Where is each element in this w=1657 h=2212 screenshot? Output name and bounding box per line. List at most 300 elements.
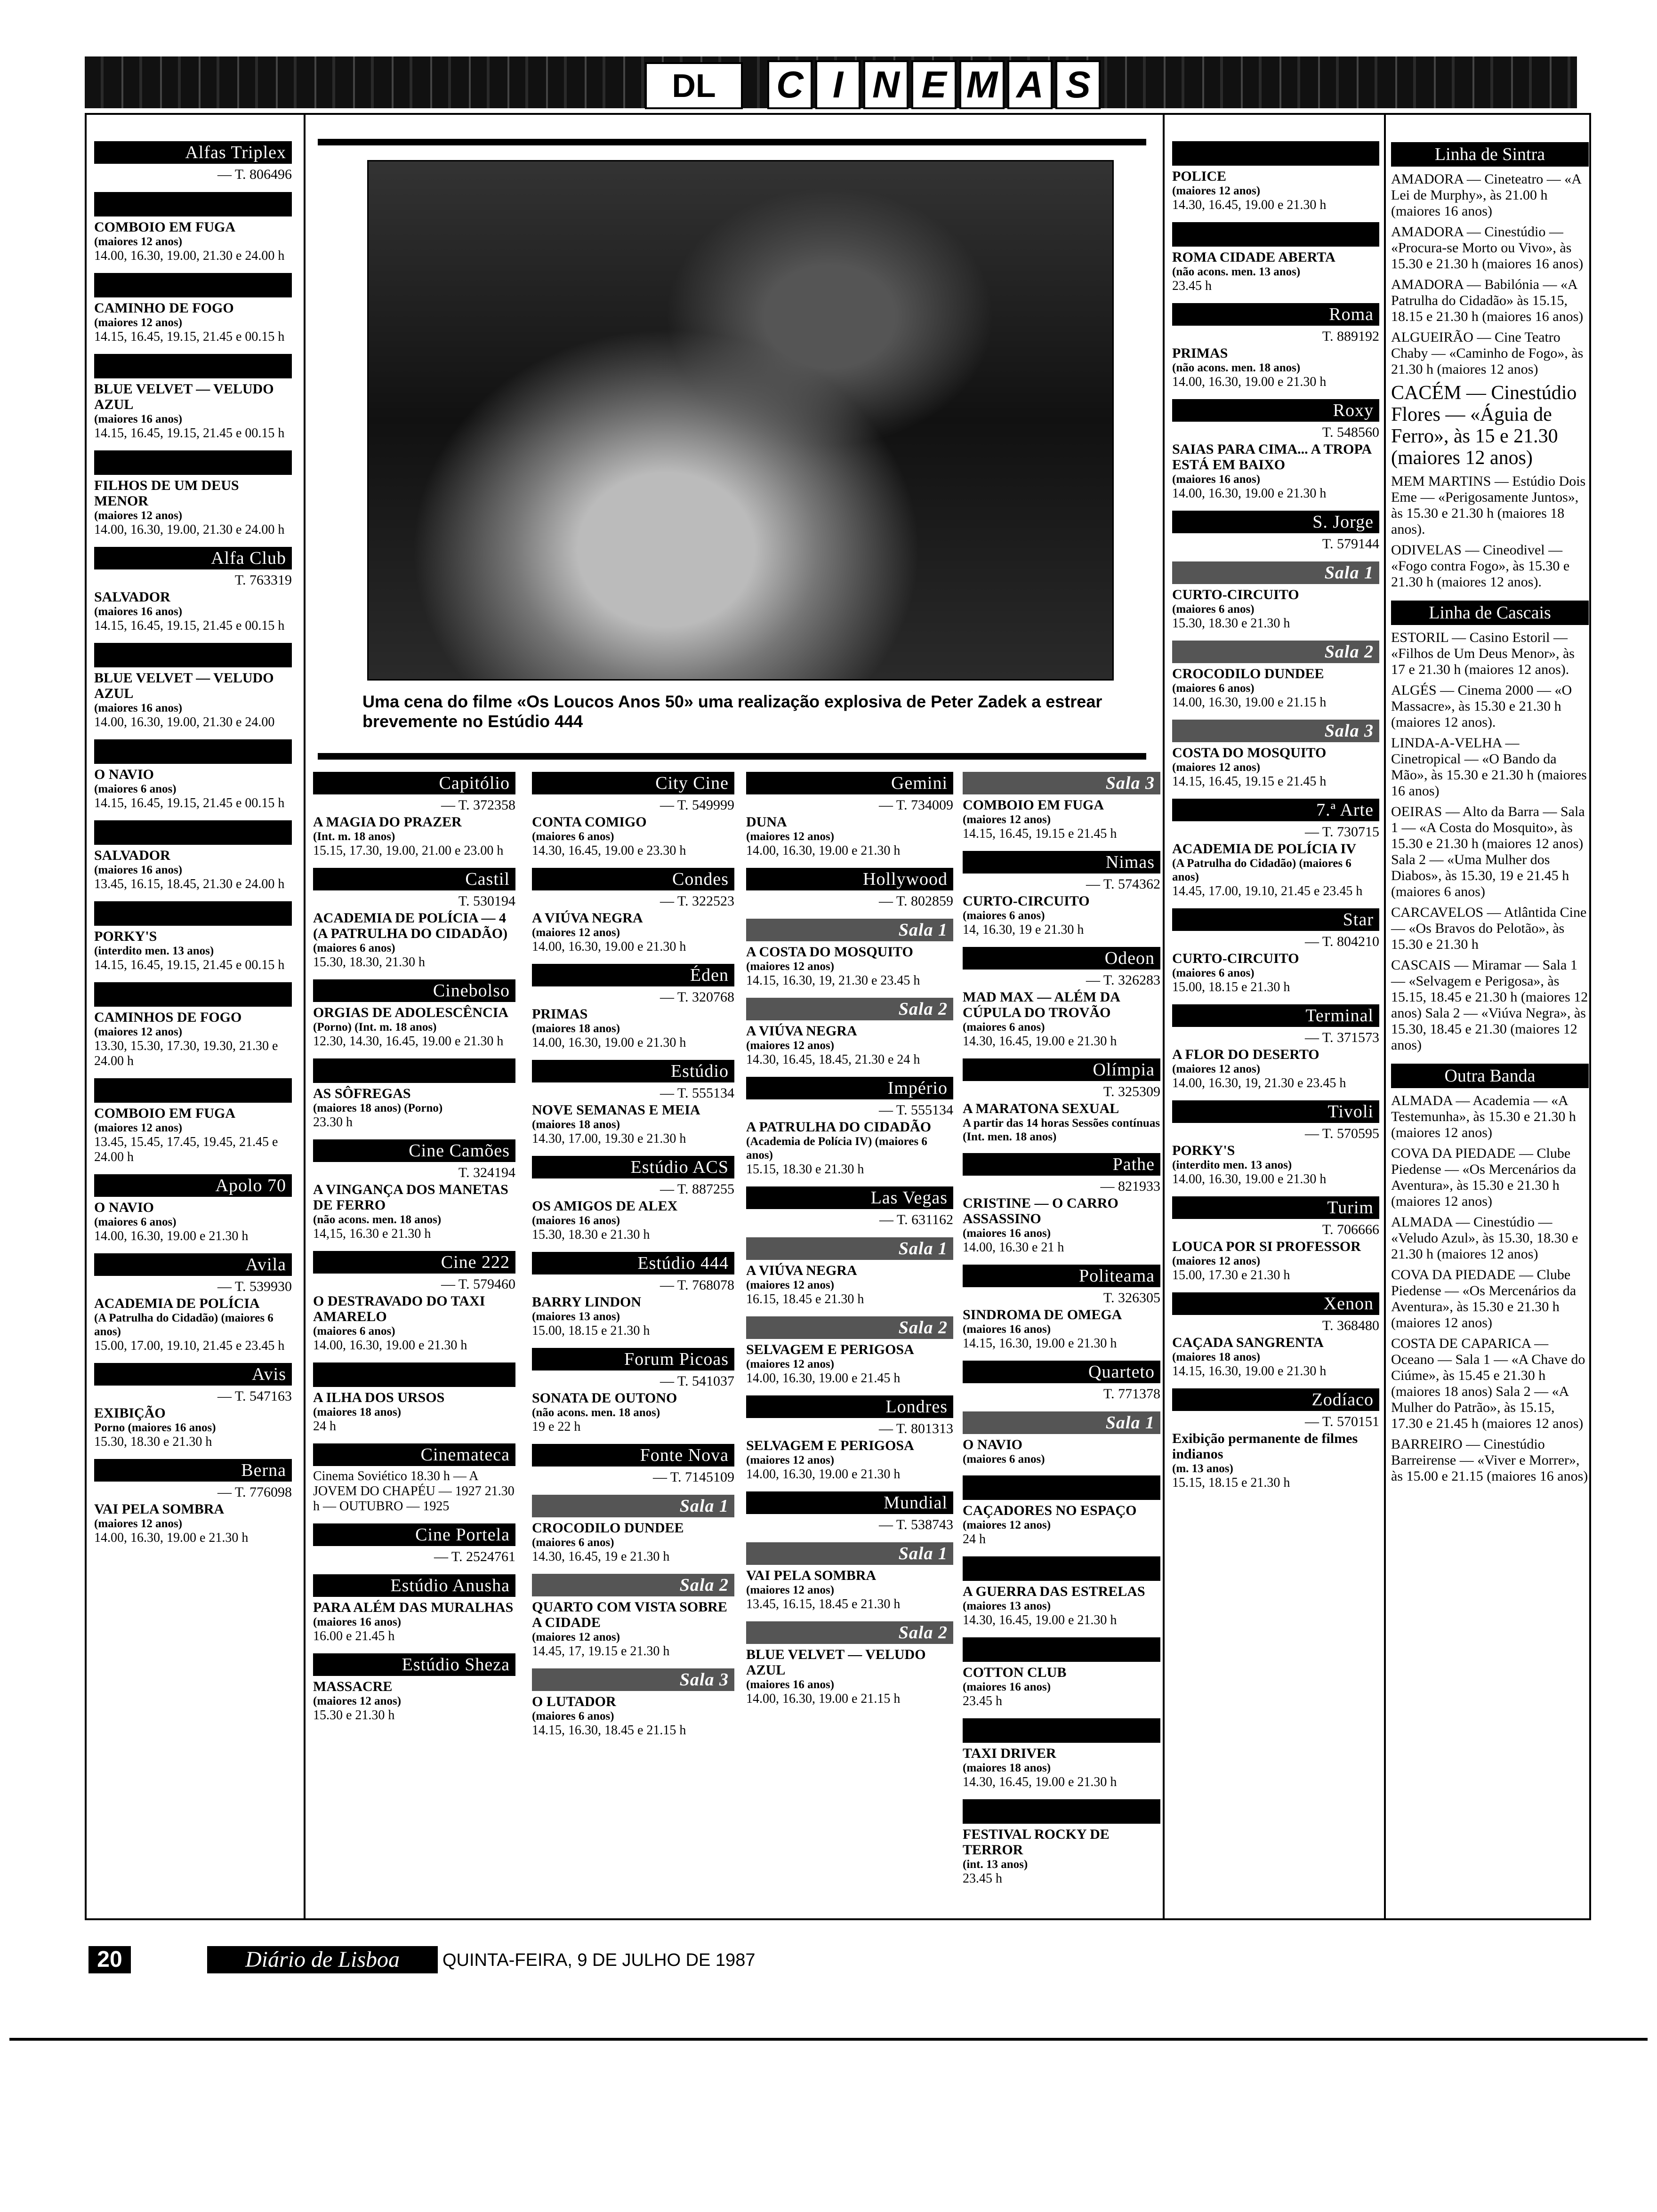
session-times: 15.15, 18.15 e 21.30 h [1172,1475,1290,1490]
film-title: COSTA DO MOSQUITO [1172,745,1327,761]
region-entry: ALGÉS — Cinema 2000 — «O Massacre», às 15.30 e 21.30 h (maiores 12 anos). [1391,682,1572,730]
film-title: PORKY'S [94,929,157,944]
cinema-header: Estúdio 444 [532,1252,734,1274]
age-rating: (maiores 16 anos) [963,1323,1051,1336]
cinema-header [94,901,292,926]
age-rating: (maiores 12 anos) [94,509,183,522]
film-title: CONTA COMIGO [532,814,647,830]
age-rating: (maiores 12 anos) [746,1039,835,1052]
session-times: 14.00, 16.30, 19.00, 21.30 e 24.00 h [94,522,285,537]
film-title: QUARTO COM VISTA SOBRE A CIDADE [532,1599,727,1630]
section-title [767,60,1101,107]
film-title: CROCODILO DUNDEE [532,1520,684,1536]
cinema-header [94,354,292,378]
film-title: CROCODILO DUNDEE [1172,666,1324,681]
region-entry: LINDA-A-VELHA — Cinetropical — «O Bando da Mão», às 15.30 e 21.30 h (maiores 16 anos) [1391,735,1587,799]
phone-number: — T. 804210 [1304,934,1379,949]
session-times: 14.00, 16.30, 19.00 e 21.30 h [1172,1172,1327,1186]
region-entry: AMADORA — Cinestúdio — «Procura-se Morto ou Vivo», às 15.30 e 21.30 h (maiores 16 anos) [1391,224,1584,272]
age-rating: (maiores 12 anos) [746,1454,835,1467]
session-times: 14.30, 17.00, 19.30 e 21.30 h [532,1131,686,1146]
cinema-header: Hollywood [746,868,953,890]
region-entry: OEIRAS — Alto da Barra — Sala 1 — «A Costa do Mosquito», às 15.30 e 21.30 h (maiores 12 anos) Sala 2 — «Uma Mulher dos Diabos», às 15.30, 19 e 21.45 h (maiores 6 anos) [1391,804,1585,899]
age-rating: (maiores 16 anos) [313,1616,402,1628]
session-times: 15.30, 18.30 e 21.30 h [1172,616,1290,631]
age-rating: (maiores 6 anos) [963,1021,1045,1034]
film-title: A VIÚVA NEGRA [532,910,643,926]
region-entry: ODIVELAS — Cineodivel — «Fogo contra Fogo», às 15.30 e 21.30 h (maiores 12 anos). [1391,542,1570,590]
cinema-header: Alfa Club [94,547,292,569]
cinema-header [1172,141,1379,166]
session-times: 15.30 e 21.30 h [313,1708,395,1723]
phone-number: — T. 549999 [660,797,734,813]
session-times: 15.15, 18.30 e 21.30 h [746,1162,864,1177]
session-times: 14.30, 16.45, 19 e 21.30 h [532,1549,670,1564]
session-times: 14.15, 16.45, 19.15, 21.45 e 00.15 h [94,796,285,810]
age-rating: (maiores 16 anos) [94,413,183,425]
phone-number: — T. 887255 [660,1181,734,1197]
phone-number: — T. 538743 [878,1517,953,1532]
listing-column-2 [313,762,515,1723]
film-title: CAÇADA SANGRENTA [1172,1335,1324,1350]
phone-number: — T. 806496 [217,167,292,182]
section-letter: C [767,60,812,109]
session-times: Cinema Soviético 18.30 h — A JOVEM DO CHAPÉU — 1927 21.30 h — OUTUBRO — 1925 [313,1469,515,1514]
age-rating: (maiores 12 anos) [1172,184,1261,197]
film-title: BARRY LINDON [532,1294,642,1310]
phone-number: — T. 322523 [660,893,734,909]
session-times: 15.00, 17.00, 19.10, 21.45 e 23.45 h [94,1338,285,1353]
phone-number: — T. 7145109 [652,1469,734,1485]
session-times: 14.30, 16.45, 19.00 e 21.30 h [963,1613,1117,1627]
phone-number: T. 763319 [234,572,292,588]
cinema-header [963,1637,1160,1662]
phone-number: — T. 547163 [217,1388,292,1404]
film-title: POLICE [1172,168,1227,184]
age-rating: Porno (maiores 16 anos) [94,1421,216,1434]
film-title: PRIMAS [1172,345,1228,361]
session-times: 14.45, 17.00, 19.10, 21.45 e 23.45 h [1172,884,1363,898]
age-rating: (não acons. men. 18 anos) [1172,361,1301,374]
film-title: DUNA [746,814,787,830]
phone-number: — T. 801313 [878,1421,953,1436]
session-times: 14.00, 16.30, 19.00 e 21.30 h [1172,375,1327,389]
age-rating: (maiores 12 anos) [532,1631,620,1643]
phone-number: — T. 2524761 [434,1549,515,1564]
session-times: 14.30, 16.45, 19.00 e 21.30 h [963,1775,1117,1789]
region-entry: ALGUEIRÃO — Cine Teatro Chaby — «Caminho de Fogo», às 21.30 h (maiores 12 anos) [1391,329,1584,377]
age-rating: (maiores 13 anos) [963,1600,1051,1612]
age-rating: (maiores 12 anos) [94,1517,183,1530]
age-rating: (não acons. men. 18 anos) [532,1406,660,1419]
cinema-header: Xenon [1172,1292,1379,1315]
cinema-header: City Cine [532,772,734,794]
phone-number: — T. 372358 [441,797,515,813]
region-entry: COVA DA PIEDADE — Clube Piedense — «Os Mercenários da Aventura», às 15.30 e 21.30 h (maiores 12 anos) [1391,1146,1577,1209]
phone-number: T. 325309 [1103,1084,1160,1099]
film-title: CURTO-CIRCUITO [1172,951,1299,966]
cinema-header: Berna [94,1459,292,1482]
newspaper-name: Diário de Lisboa [207,1946,438,1973]
age-rating: (não acons. men. 13 anos) [1172,265,1301,278]
age-rating: (maiores 16 anos) [94,702,183,714]
session-times: 14.15, 16.45, 19.15, 21.45 e 00.15 h [94,329,285,344]
film-title: COMBOIO EM FUGA [963,797,1104,813]
session-times: 12.30, 14.30, 16.45, 19.00 e 21.30 h [313,1034,504,1049]
film-title: O NAVIO [94,767,154,782]
session-times: 15.15, 17.30, 19.00, 21.00 e 23.00 h [313,843,504,858]
session-times: 13.45, 16.15, 18.45 e 21.30 h [746,1597,901,1611]
film-title: BLUE VELVET — VELUDO AZUL [746,1647,926,1678]
cinema-header: Mundial [746,1491,953,1514]
cinema-header: Sala 2 [746,1316,953,1339]
session-times: 14.45, 17, 19.15 e 21.30 h [532,1644,670,1659]
mid-rule [318,753,1146,760]
film-title: Exibição permanente de filmes indianos [1172,1431,1358,1462]
cinema-header: Las Vegas [746,1186,953,1209]
film-title: SELVAGEM E PERIGOSA [746,1342,914,1357]
cinema-header: Sala 3 [1172,720,1379,742]
region-entry: AMADORA — Cineteatro — «A Lei de Murphy», às 21.00 h (maiores 16 anos) [1391,171,1581,219]
region-entry: ALMADA — Cinestúdio — «Veludo Azul», às 15.30, 18.30 e 21.30 h (maiores 12 anos) [1391,1214,1578,1262]
cinema-header: Sala 1 [746,1542,953,1565]
phone-number: — T. 555134 [660,1085,734,1101]
age-rating: (maiores 18 anos) [313,1406,402,1419]
session-times: 23.30 h [313,1115,353,1130]
session-times: 14.15, 16.45, 19.15, 21.45 e 00.15 h [94,958,285,972]
film-title: A FLOR DO DESERTO [1172,1047,1319,1062]
film-title: ACADEMIA DE POLÍCIA [94,1296,260,1311]
session-times: 14.30, 16.45, 19.00 e 21.30 h [963,1034,1117,1049]
session-times: 14.00, 16.30, 19, 21.30 e 23.45 h [1172,1076,1346,1090]
session-times: 19 e 22 h [532,1419,581,1434]
cinema-header: Politeama [963,1265,1160,1287]
region-entry: CARCAVELOS — Atlântida Cine — «Os Bravos do Pelotão», às 15.30 e 21.30 h [1391,905,1587,952]
session-times: 14.00, 16.30, 19.00, 21.30 e 24.00 h [94,248,285,263]
phone-number: — T. 631162 [879,1212,953,1227]
age-rating: (maiores 6 anos) [1172,682,1255,695]
cinema-header: Estúdio Anusha [313,1574,515,1597]
section-letter: S [1055,60,1101,109]
film-title: EXIBIÇÃO [94,1405,166,1421]
phone-number: T. 706666 [1322,1222,1379,1237]
age-rating: (maiores 16 anos) [963,1681,1051,1693]
session-times: 14.30, 16.45, 19.00 e 23.30 h [532,843,686,858]
film-title: ROMA CIDADE ABERTA [1172,249,1335,265]
cinema-header [94,643,292,667]
cinema-header: Apolo 70 [94,1174,292,1197]
cinema-header: Odeon [963,947,1160,970]
age-rating: A partir das 14 horas Sessões contínuas (Int. men. 18 anos) [963,1117,1160,1143]
film-title: CAÇADORES NO ESPAÇO [963,1503,1137,1518]
session-times: 14.15, 16.45, 19.15 e 21.45 h [1172,774,1327,789]
cinema-header: Avis [94,1363,292,1386]
film-title: A GUERRA DAS ESTRELAS [963,1584,1145,1599]
age-rating: (A Patrulha do Cidadão) (maiores 6 anos) [1172,857,1351,883]
listing-column-4 [746,762,953,1707]
cinema-header: Éden [532,964,734,986]
age-rating: (maiores 12 anos) [963,1519,1051,1531]
phone-number: T. 368480 [1322,1318,1379,1333]
session-times: 14.00, 16.30 e 21 h [963,1240,1064,1255]
film-title: O DESTRAVADO DO TAXI AMARELO [313,1293,485,1324]
session-times: 14, 16.30, 19 e 21.30 h [963,922,1084,937]
film-title: BLUE VELVET — VELUDO AZUL [94,670,274,701]
film-title: COMBOIO EM FUGA [94,1106,235,1121]
cinema-header [94,739,292,764]
phone-number: — T. 539930 [217,1279,292,1294]
region-entry: COSTA DE CAPARICA — Oceano — Sala 1 — «A Chave do Ciúme», às 15.45 e 21.30 h (maiores 18 anos) Sala 2 — «A Mulher do Patrão», às 15.15, 17.30 e 21.45 h (maiores 12 anos) [1391,1336,1585,1431]
phone-number: — T. 541037 [660,1373,734,1389]
age-rating: (maiores 6 anos) [1172,603,1255,616]
age-rating: (maiores 16 anos) [963,1227,1051,1240]
film-title: FESTIVAL ROCKY DE TERROR [963,1827,1110,1858]
top-rule [318,139,1146,145]
film-title: O NAVIO [94,1200,154,1215]
session-times: 14.15, 16.30, 19, 21.30 e 23.45 h [746,973,920,988]
age-rating: (maiores 6 anos) [94,1216,177,1228]
cinema-header [1172,222,1379,247]
film-title: ORGIAS DE ADOLESCÊNCIA [313,1005,509,1020]
cinema-header: Avila [94,1253,292,1276]
film-title: O LUTADOR [532,1694,616,1709]
age-rating: (maiores 18 anos) [532,1022,620,1035]
film-title: A PATRULHA DO CIDADÃO [746,1119,932,1135]
cinema-header: Cinemateca [313,1443,515,1466]
cinema-header: Londres [746,1395,953,1418]
listing-column-5 [963,762,1160,1886]
page-number: 20 [88,1946,131,1973]
cinema-header: S. Jorge [1172,511,1379,533]
cinema-header: Capitólio [313,772,515,794]
cinema-header: Condes [532,868,734,890]
film-title: SALVADOR [94,848,170,863]
cinema-header: Zodíaco [1172,1388,1379,1411]
cinema-header: Sala 1 [532,1495,734,1517]
age-rating: (maiores 12 anos) [94,316,183,329]
column-divider [1163,113,1165,1920]
cinema-header: Fonte Nova [532,1444,734,1467]
session-times: 14.30, 16.45, 19.00 e 21.30 h [1172,198,1327,212]
cinema-header: Cine 222 [313,1251,515,1274]
cinema-header: Alfas Triplex [94,141,292,164]
film-title: MAD MAX — ALÉM DA CÚPULA DO TROVÃO [963,989,1120,1020]
cinema-header: Sala 1 [746,919,953,941]
listing-column-3 [532,762,734,1738]
age-rating: (maiores 12 anos) [313,1695,402,1707]
age-rating: (maiores 16 anos) [1172,473,1261,486]
dl-logo: DL [645,62,743,109]
cinema-header [963,1718,1160,1743]
age-rating: (maiores 16 anos) [532,1214,620,1227]
session-times: 13.45, 16.15, 18.45, 21.30 e 24.00 h [94,877,285,891]
film-title: A VINGANÇA DOS MANETAS DE FERRO [313,1182,508,1213]
cinema-header: Olímpia [963,1058,1160,1081]
session-times: 24 h [313,1419,336,1434]
cinema-header: Sala 1 [746,1237,953,1260]
film-title: ACADEMIA DE POLÍCIA — 4 (A PATRULHA DO CIDADÃO) [313,910,508,941]
region-entry: MEM MARTINS — Estúdio Dois Eme — «Perigosamente Juntos», às 15.30 e 21.30 h (maiores 18 anos). [1391,473,1586,537]
age-rating: (maiores 16 anos) [94,605,183,618]
session-times: 15.30, 18.30 e 21.30 h [532,1227,650,1242]
session-times: 14.00, 16.30, 19.00 e 21.30 h [532,1035,686,1050]
age-rating: (Academia de Polícia IV) (maiores 6 anos) [746,1135,927,1162]
column-divider [304,113,306,1920]
region-header: Outra Banda [1391,1064,1589,1088]
age-rating: (maiores 18 anos) [963,1762,1051,1774]
listing-column-6 [1172,132,1379,1491]
age-rating: (maiores 12 anos) [532,926,620,939]
bottom-rule [9,2038,1648,2041]
cinema-header: Turim [1172,1196,1379,1219]
age-rating: (maiores 16 anos) [746,1678,835,1691]
cinema-header [963,1475,1160,1500]
age-rating: (maiores 18 anos) [1172,1351,1261,1363]
phone-number: T. 889192 [1322,329,1379,344]
film-title: FILHOS DE UM DEUS MENOR [94,478,239,509]
cinema-header [313,1362,515,1387]
session-times: 15.00, 18.15 e 21.30 h [1172,980,1290,994]
cinema-header: Sala 1 [963,1411,1160,1434]
film-title: CURTO-CIRCUITO [963,893,1090,909]
film-title: O NAVIO [963,1437,1022,1452]
session-times: 14.00, 16.30, 19.00 e 21.15 h [746,1691,901,1706]
session-times: 13.30, 15.30, 17.30, 19.30, 21.30 e 24.00 h [94,1039,278,1068]
session-times: 14.00, 16.30, 19.00 e 21.30 h [746,1467,901,1482]
age-rating: (maiores 12 anos) [746,1279,835,1291]
age-rating: (maiores 12 anos) [94,1122,183,1134]
film-title: A COSTA DO MOSQUITO [746,944,913,960]
cinema-header: Estúdio [532,1060,734,1082]
age-rating: (int. 13 anos) [963,1858,1028,1871]
listing-column-7 [1391,132,1589,1489]
phone-number: — T. 555134 [878,1102,953,1118]
session-times: 23.45 h [963,1871,1002,1886]
cinema-header [963,1556,1160,1581]
cinema-header [94,982,292,1007]
session-times: 16.15, 18.45 e 21.30 h [746,1292,864,1306]
age-rating: (maiores 12 anos) [1172,1255,1261,1267]
photo-caption: Uma cena do filme «Os Loucos Anos 50» uma realização explosiva de Peter Zadek a estrear brevemente no Estúdio 444 [362,692,1102,731]
session-times: 16.00 e 21.45 h [313,1629,395,1643]
age-rating: (Int. m. 18 anos) [313,830,395,843]
film-title: AS SÔFREGAS [313,1086,411,1101]
age-rating: (maiores 12 anos) [963,813,1051,826]
session-times: 14.15, 16.30, 19.00 e 21.30 h [963,1336,1117,1351]
session-times: 23.45 h [963,1694,1002,1708]
cinema-header: Forum Picoas [532,1348,734,1370]
cinema-header [94,273,292,297]
age-rating: (maiores 12 anos) [94,235,183,248]
region-entry: AMADORA — Babilónia — «A Patrulha do Cidadão» às 15.15, 18.15 e 21.30 h (maiores 16 anos) [1391,277,1584,324]
age-rating: (maiores 6 anos) [313,1325,395,1338]
age-rating: (A Patrulha do Cidadão) (maiores 6 anos) [94,1312,273,1338]
session-times: 14,15, 16.30 e 21.30 h [313,1226,431,1241]
cinema-header: Sala 2 [746,1621,953,1644]
film-title: BLUE VELVET — VELUDO AZUL [94,381,274,412]
phone-number: — T. 734009 [878,797,953,813]
film-title: A ILHA DOS URSOS [313,1390,445,1405]
film-title: SONATA DE OUTONO [532,1390,677,1406]
cinema-header [94,450,292,475]
section-letter: I [815,60,861,109]
region-entry: BARREIRO — Cinestúdio Barreirense — «Viver e Morrer», às 15.00 e 21.15 (maiores 16 anos) [1391,1436,1588,1484]
session-times: 14.00, 16.30, 19.00, 21.30 e 24.00 [94,715,275,729]
cinema-header: Star [1172,908,1379,931]
age-rating: (maiores 12 anos) [746,1584,835,1596]
cinema-header [963,1799,1160,1824]
film-title: COTTON CLUB [963,1665,1067,1680]
age-rating: (maiores 12 anos) [746,960,835,973]
film-title: SAIAS PARA CIMA... A TROPA ESTÁ EM BAIXO [1172,441,1371,473]
session-times: 14.00, 16.30, 19.00 e 21.15 h [1172,695,1327,710]
phone-number: T. 530194 [458,893,515,909]
cinema-header: Roma [1172,303,1379,326]
region-entry: COVA DA PIEDADE — Clube Piedense — «Os Mercenários da Aventura», às 15.30 e 21.30 h (maiores 12 anos) [1391,1267,1577,1330]
age-rating: (maiores 12 anos) [746,830,835,843]
region-entry: CASCAIS — Miramar — Sala 1 — «Selvagem e Perigosa», às 15.15, 18.45 e 21.30 h (maiores 12 anos) Sala 2 — «Viúva Negra», às 15.30, 18.45 e 21.30 (maiores 12 anos) [1391,957,1588,1053]
phone-number: — T. 579460 [441,1276,515,1292]
section-letter: M [959,60,1005,109]
cinema-header: Sala 3 [963,772,1160,794]
cinema-header: Sala 2 [532,1574,734,1596]
cinema-header: Quarteto [963,1361,1160,1383]
age-rating: (maiores 6 anos) [532,1536,614,1549]
cinema-header: Sala 2 [746,998,953,1020]
cinema-header: Sala 3 [532,1668,734,1691]
region-entry: ALMADA — Academia — «A Testemunha», às 15.30 e 21.30 h (maiores 12 anos) [1391,1093,1576,1140]
phone-number: — T. 802859 [878,893,953,909]
phone-number: — T. 730715 [1304,824,1379,840]
session-times: 14.15, 16.45, 19.15 e 21.45 h [963,826,1117,841]
film-title: SELVAGEM E PERIGOSA [746,1438,914,1453]
film-title: MASSACRE [313,1679,393,1694]
session-times: 24 h [963,1532,986,1547]
age-rating: (maiores 12 anos) [94,1026,183,1038]
age-rating: (maiores 6 anos) [532,830,614,843]
region-header: Linha de Sintra [1391,142,1589,167]
session-times: 14.00, 16.30, 19.00 e 21.30 h [94,1531,249,1545]
age-rating: (maiores 6 anos) [963,1453,1045,1466]
phone-number: — T. 570595 [1304,1126,1379,1141]
age-rating: (maiores 12 anos) [1172,761,1261,774]
age-rating: (maiores 12 anos) [1172,1063,1261,1075]
session-times: 14.00, 16.30, 19.00 e 21.30 h [94,1229,249,1243]
age-rating: (maiores 13 anos) [532,1310,620,1323]
age-rating: (interdito men. 13 anos) [94,945,214,957]
phone-number: — T. 326283 [1086,972,1160,988]
cinema-header [313,1058,515,1083]
age-rating: (m. 13 anos) [1172,1462,1233,1475]
age-rating: (maiores 6 anos) [963,909,1045,922]
age-rating: (maiores 6 anos) [94,783,177,795]
age-rating: (maiores 12 anos) [746,1358,835,1370]
age-rating: (maiores 16 anos) [94,864,183,876]
session-times: 15.30, 18.30 e 21.30 h [94,1435,212,1449]
session-times: 14.00, 16.30, 19.00 e 21.30 h [1172,486,1327,501]
cinema-header: Roxy [1172,399,1379,422]
film-title: CAMINHOS DE FOGO [94,1010,242,1025]
cinema-header: Castil [313,868,515,890]
cinema-header [94,820,292,845]
section-letter: A [1007,60,1053,109]
session-times: 14.15, 16.45, 19.15, 21.45 e 00.15 h [94,426,285,441]
cinema-header: Sala 1 [1172,561,1379,584]
film-title: A VIÚVA NEGRA [746,1263,857,1278]
session-times: 14.30, 16.45, 18.45, 21.30 e 24 h [746,1052,920,1067]
phone-number: — T. 570151 [1304,1414,1379,1429]
film-title: SINDROMA DE OMEGA [963,1307,1122,1322]
